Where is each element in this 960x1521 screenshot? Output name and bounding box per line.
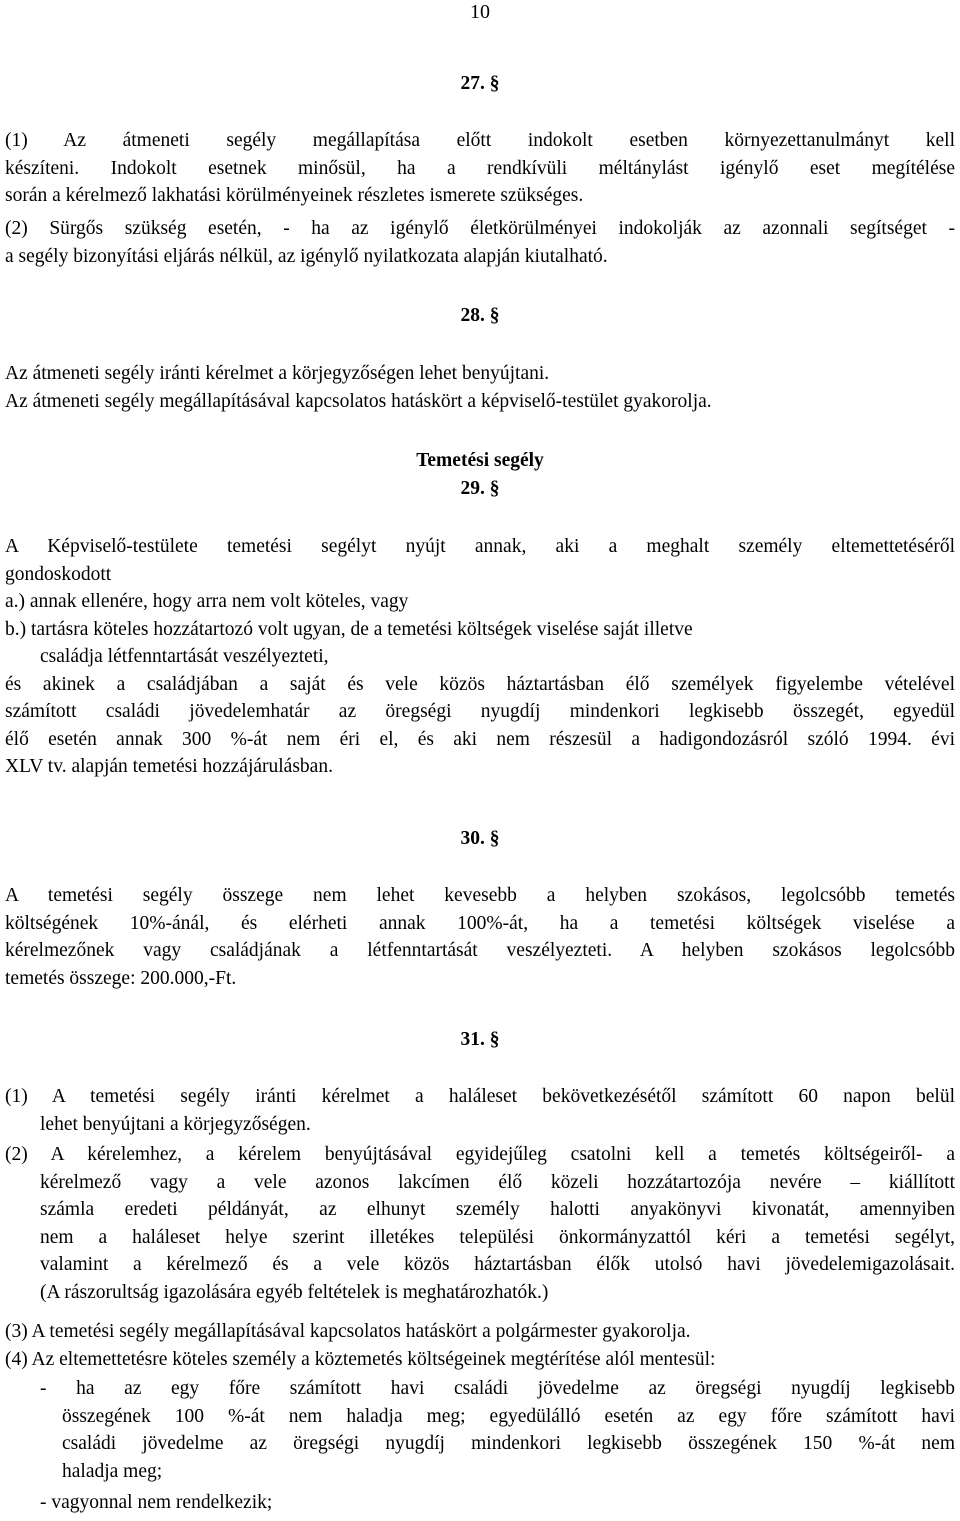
section-31-paragraph-1 [5,1083,955,1138]
text-line: készíteni. Indokolt esetnek minősül, ha a rendkívüli méltánylást igénylő eset megítélése [5,157,955,179]
text-line: kérelmezőnek vagy családjának a létfenntartását veszélyezteti. A helyben szokásos legolcsóbb [5,940,955,961]
text-line: élő esetén annak 300 %-át nem éri el, és aki nem részesül a hadigondozásról szóló 1994. évi [5,728,955,750]
section-31-list-item-2 [40,1489,955,1517]
text-line: haladja meg; [62,1460,163,1482]
text-line: (2) A kérelemhez, a kérelem benyújtásával egyidejűleg csatolni kell a temetés költségeiről- a [5,1144,955,1165]
text-line: gondoskodott [5,563,112,585]
section-31-list-item-1 [40,1375,955,1485]
section-28-body [5,360,955,415]
text-line: (1) Az átmeneti segély megállapítása előtt indokolt esetben környezettanulmányt kell [5,130,955,151]
list-item-b: b.) tartásra köteles hozzátartozó volt ugyan, de a temetési költségek viselése saját illetve [5,618,693,640]
text-line: és akinek a családjában a saját és vele közös háztartásban élő személyek figyelembe vételével [5,673,955,695]
text-line: temetés összege: 200.000,-Ft. [5,967,237,989]
section-29-body [5,533,955,781]
section-31-paragraph-4 [5,1346,955,1374]
section-31-paragraph-3 [5,1318,955,1346]
section-31-heading: 31. § [460,1029,500,1050]
section-28-heading: 28. § [460,305,500,326]
section-30-body [5,882,955,992]
text-line: nem a haláleset helye szerint illetékes települési önkormányzattól kéri a temetési segélyt, [40,1226,955,1248]
text-line: összegének 100 %-át nem haladja meg; egyedülálló esetén az egy főre számított havi [62,1405,955,1427]
text-line: (A rászorultság igazolására egyéb feltételek is meghatározhatók.) [40,1281,549,1303]
list-item-a: a.) annak ellenére, hogy arra nem volt köteles, vagy [5,591,409,612]
text-line: kérelmező vagy a vele azonos lakcímen élő közeli hozzátartozója nevére – kiállított [40,1171,955,1193]
section-27-paragraph-1 [5,127,955,210]
text-line: Az átmeneti segély iránti kérelmet a körjegyzőségen lehet benyújtani. [5,363,550,384]
text-line: (3) A temetési segély megállapításával kapcsolatos hatáskört a polgármester gyakorolja. [5,1321,691,1342]
text-line: számított családi jövedelemhatár az öregségi nyugdíj mindenkori legkisebb összegét, egyedül [5,701,955,722]
text-line: valamint a kérelmező és a vele közös háztartásban élők utolsó havi jövedelemigazolásait. [40,1254,955,1275]
text-line: - ha az egy főre számított havi családi jövedelme az öregségi nyugdíj legkisebb [40,1378,955,1399]
text-line: családja létfenntartását veszélyezteti, [40,646,329,667]
text-line: lehet benyújtani a körjegyzőségen. [40,1113,311,1135]
text-line: a segély bizonyítási eljárás nélkül, az igénylő nyilatkozata alapján kiutalható. [5,245,608,267]
section-29-heading: 29. § [460,478,500,499]
text-line: (1) A temetési segély iránti kérelmet a haláleset bekövetkezésétől számított 60 napon belül [5,1086,955,1107]
text-line: (2) Sürgős szükség esetén, - ha az igénylő életkörülményei indokolják az azonnali segítséget - [5,218,955,239]
section-31-paragraph-2 [5,1141,955,1306]
text-line: Az átmeneti segély megállapításával kapcsolatos hatáskört a képviselő-testület gyakorolja. [5,390,712,412]
text-line: családi jövedelme az öregségi nyugdíj mindenkori legkisebb összegének 150 %-át nem [62,1433,955,1454]
section-30-heading: 30. § [460,828,500,849]
text-line: XLV tv. alapján temetési hozzájárulásban. [5,756,333,777]
page-number: 10 [470,1,490,23]
text-line: (4) Az eltemettetésre köteles személy a köztemetés költségeinek megtérítése alól mentesül: [5,1349,716,1370]
text-line: A temetési segély összege nem lehet kevesebb a helyben szokásos, legolcsóbb temetés [5,885,955,906]
text-line: számla eredeti példányát, az elhunyt személy halotti anyakönyvi kivonatát, amennyiben [40,1199,955,1220]
text-line: A Képviselő-testülete temetési segélyt nyújt annak, aki a meghalt személy eltemettetéséről [5,536,955,557]
text-line: költségének 10%-ánál, és elérheti annak 100%-át, ha a temetési költségek viselése a [5,912,955,934]
text-line: - vagyonnal nem rendelkezik; [40,1492,273,1513]
funeral-aid-title: Temetési segély [416,450,544,471]
section-27-heading: 27. § [460,73,500,94]
text-line: során a kérelmező lakhatási körülményeinek részletes ismerete szükséges. [5,185,584,206]
section-27-paragraph-2 [5,215,955,270]
